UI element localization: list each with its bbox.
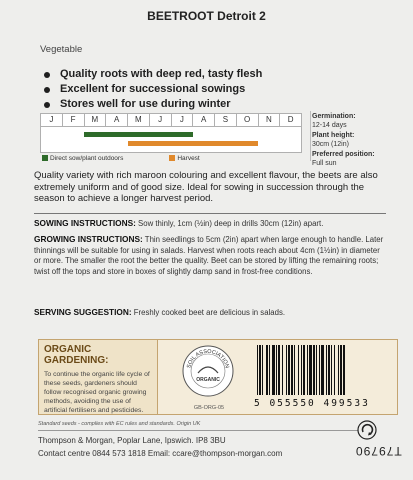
calendar-month: M	[128, 114, 150, 126]
germination-value: 12-14 days	[312, 121, 347, 129]
serving-suggestion: SERVING SUGGESTION: Freshly cooked beet are delicious in salads.	[34, 307, 286, 317]
legend-harvest: Harvest	[169, 155, 199, 162]
calendar-month: J	[172, 114, 194, 126]
sow-swatch-icon	[42, 155, 48, 161]
barcode-bar	[272, 345, 275, 395]
standard-seeds-note: Standard seeds - complies with EC rules and standards. Origin UK	[38, 421, 201, 427]
barcode-bar	[286, 345, 287, 395]
growing-instructions: GROWING INSTRUCTIONS: Thin seedlings to 5cm (2in) apart when large enough to handle. Later thinnings will be suitable for using in salads. Harvest when roots reach about 4cm (1½in) in diameter or more. The smaller the root the better the quality. Beet can be stored by lifting the remaining roots; twist off the tops and store in boxes of slightly damp sand in frost-free conditions.	[34, 234, 384, 276]
barcode-number: 5 055550 499533	[254, 398, 370, 409]
calendar-month: J	[150, 114, 172, 126]
sow-period-bar	[84, 132, 192, 137]
company-address: Thompson & Morgan, Poplar Lane, Ipswich. IP8 3BU	[38, 436, 226, 445]
barcode-bar	[298, 345, 299, 395]
organic-text: To continue the organic life cycle of these seeds, gardeners should follow recognised organic growing methods, avoiding the use of artificial fertilisers and pesticides.	[44, 371, 150, 414]
bullet-icon	[44, 87, 50, 93]
feature-item: Excellent for successional sowings	[40, 82, 400, 97]
organic-heading: ORGANIC GARDENING:	[44, 344, 109, 366]
contact-details: Contact centre 0844 573 1818 Email: ccare@thompson-morgan.com	[38, 449, 283, 458]
sowing-instructions: SOWING INSTRUCTIONS: Sow thinly, 1cm (½in) deep in drills 30cm (12in) apart.	[34, 218, 324, 228]
barcode-bar	[328, 345, 330, 395]
product-code: T79790	[355, 444, 402, 458]
calendar-month: A	[106, 114, 128, 126]
calendar-legend	[42, 155, 200, 162]
feature-item: Stores well for use during winter	[40, 97, 400, 112]
bullet-icon	[44, 102, 50, 108]
soil-association-seal-icon	[182, 345, 234, 397]
barcode-bar	[278, 345, 280, 395]
barcode-bar	[313, 345, 315, 395]
section-divider	[34, 213, 386, 214]
barcode-bar	[269, 345, 270, 395]
barcode-bar	[303, 345, 305, 395]
category-label: Vegetable	[40, 44, 83, 55]
position-label: Preferred position:	[312, 151, 375, 158]
height-label: Plant height:	[312, 132, 355, 139]
bullet-icon	[44, 72, 50, 78]
calendar-month: D	[287, 115, 294, 124]
barcode-bar	[266, 345, 268, 395]
barcode-bar	[334, 345, 335, 395]
germination-label: Germination:	[312, 113, 356, 120]
calendar-month: M	[85, 114, 107, 126]
calendar-month: S	[215, 114, 237, 126]
product-title: BEETROOT Detroit 2	[147, 9, 266, 23]
recycle-icon	[357, 420, 377, 440]
barcode-bar	[343, 345, 345, 395]
position-value: Full sun	[312, 159, 337, 167]
seal-top-text: SOIL ASSOCIATION	[186, 348, 230, 369]
barcode-bar	[257, 345, 258, 395]
barcode-bar	[331, 345, 332, 395]
organic-certification-code: GB-ORG-05	[193, 405, 225, 411]
barcode-bar	[321, 345, 324, 395]
barcode-bar	[301, 345, 302, 395]
barcode-bar	[291, 345, 293, 395]
barcode-bar	[319, 345, 320, 395]
barcode-bar	[309, 345, 312, 395]
barcode-bar	[307, 345, 308, 395]
growing-info	[312, 113, 392, 170]
barcode-bar	[338, 345, 339, 395]
barcode-bar	[316, 345, 317, 395]
barcode-bar	[276, 345, 277, 395]
footer-divider	[38, 430, 358, 431]
barcode-bar	[294, 345, 295, 395]
calendar-month: O	[237, 114, 259, 126]
barcode-bar	[259, 345, 261, 395]
barcode-bar	[282, 345, 283, 395]
barcode-bar	[262, 345, 263, 395]
legend-sow: Direct sow/plant outdoors	[42, 155, 123, 162]
info-divider	[310, 111, 311, 161]
barcode-bar	[288, 345, 290, 395]
product-description: Quality variety with rich maroon colouring and excellent flavour, the beets are also extremely uniform and of good size. Ideal for sowing in succession through the season to achieve a longer harvest period.	[34, 170, 378, 204]
harvest-swatch-icon	[169, 155, 175, 161]
organic-gardening-box	[38, 339, 158, 415]
barcode-bar	[340, 345, 342, 395]
sowing-calendar	[40, 113, 302, 153]
product-barcode	[255, 345, 393, 395]
calendar-month: J	[41, 114, 63, 126]
calendar-month: A	[193, 114, 215, 126]
harvest-period-bar	[128, 141, 258, 146]
barcode-bar	[326, 345, 327, 395]
height-value: 30cm (12in)	[312, 140, 349, 148]
calendar-month: F	[63, 114, 85, 126]
seal-center-text: ORGANIC	[196, 377, 220, 383]
calendar-month: N	[259, 114, 281, 126]
calendar-months	[41, 114, 301, 127]
feature-list	[40, 67, 400, 112]
feature-item: Quality roots with deep red, tasty flesh	[40, 67, 400, 82]
